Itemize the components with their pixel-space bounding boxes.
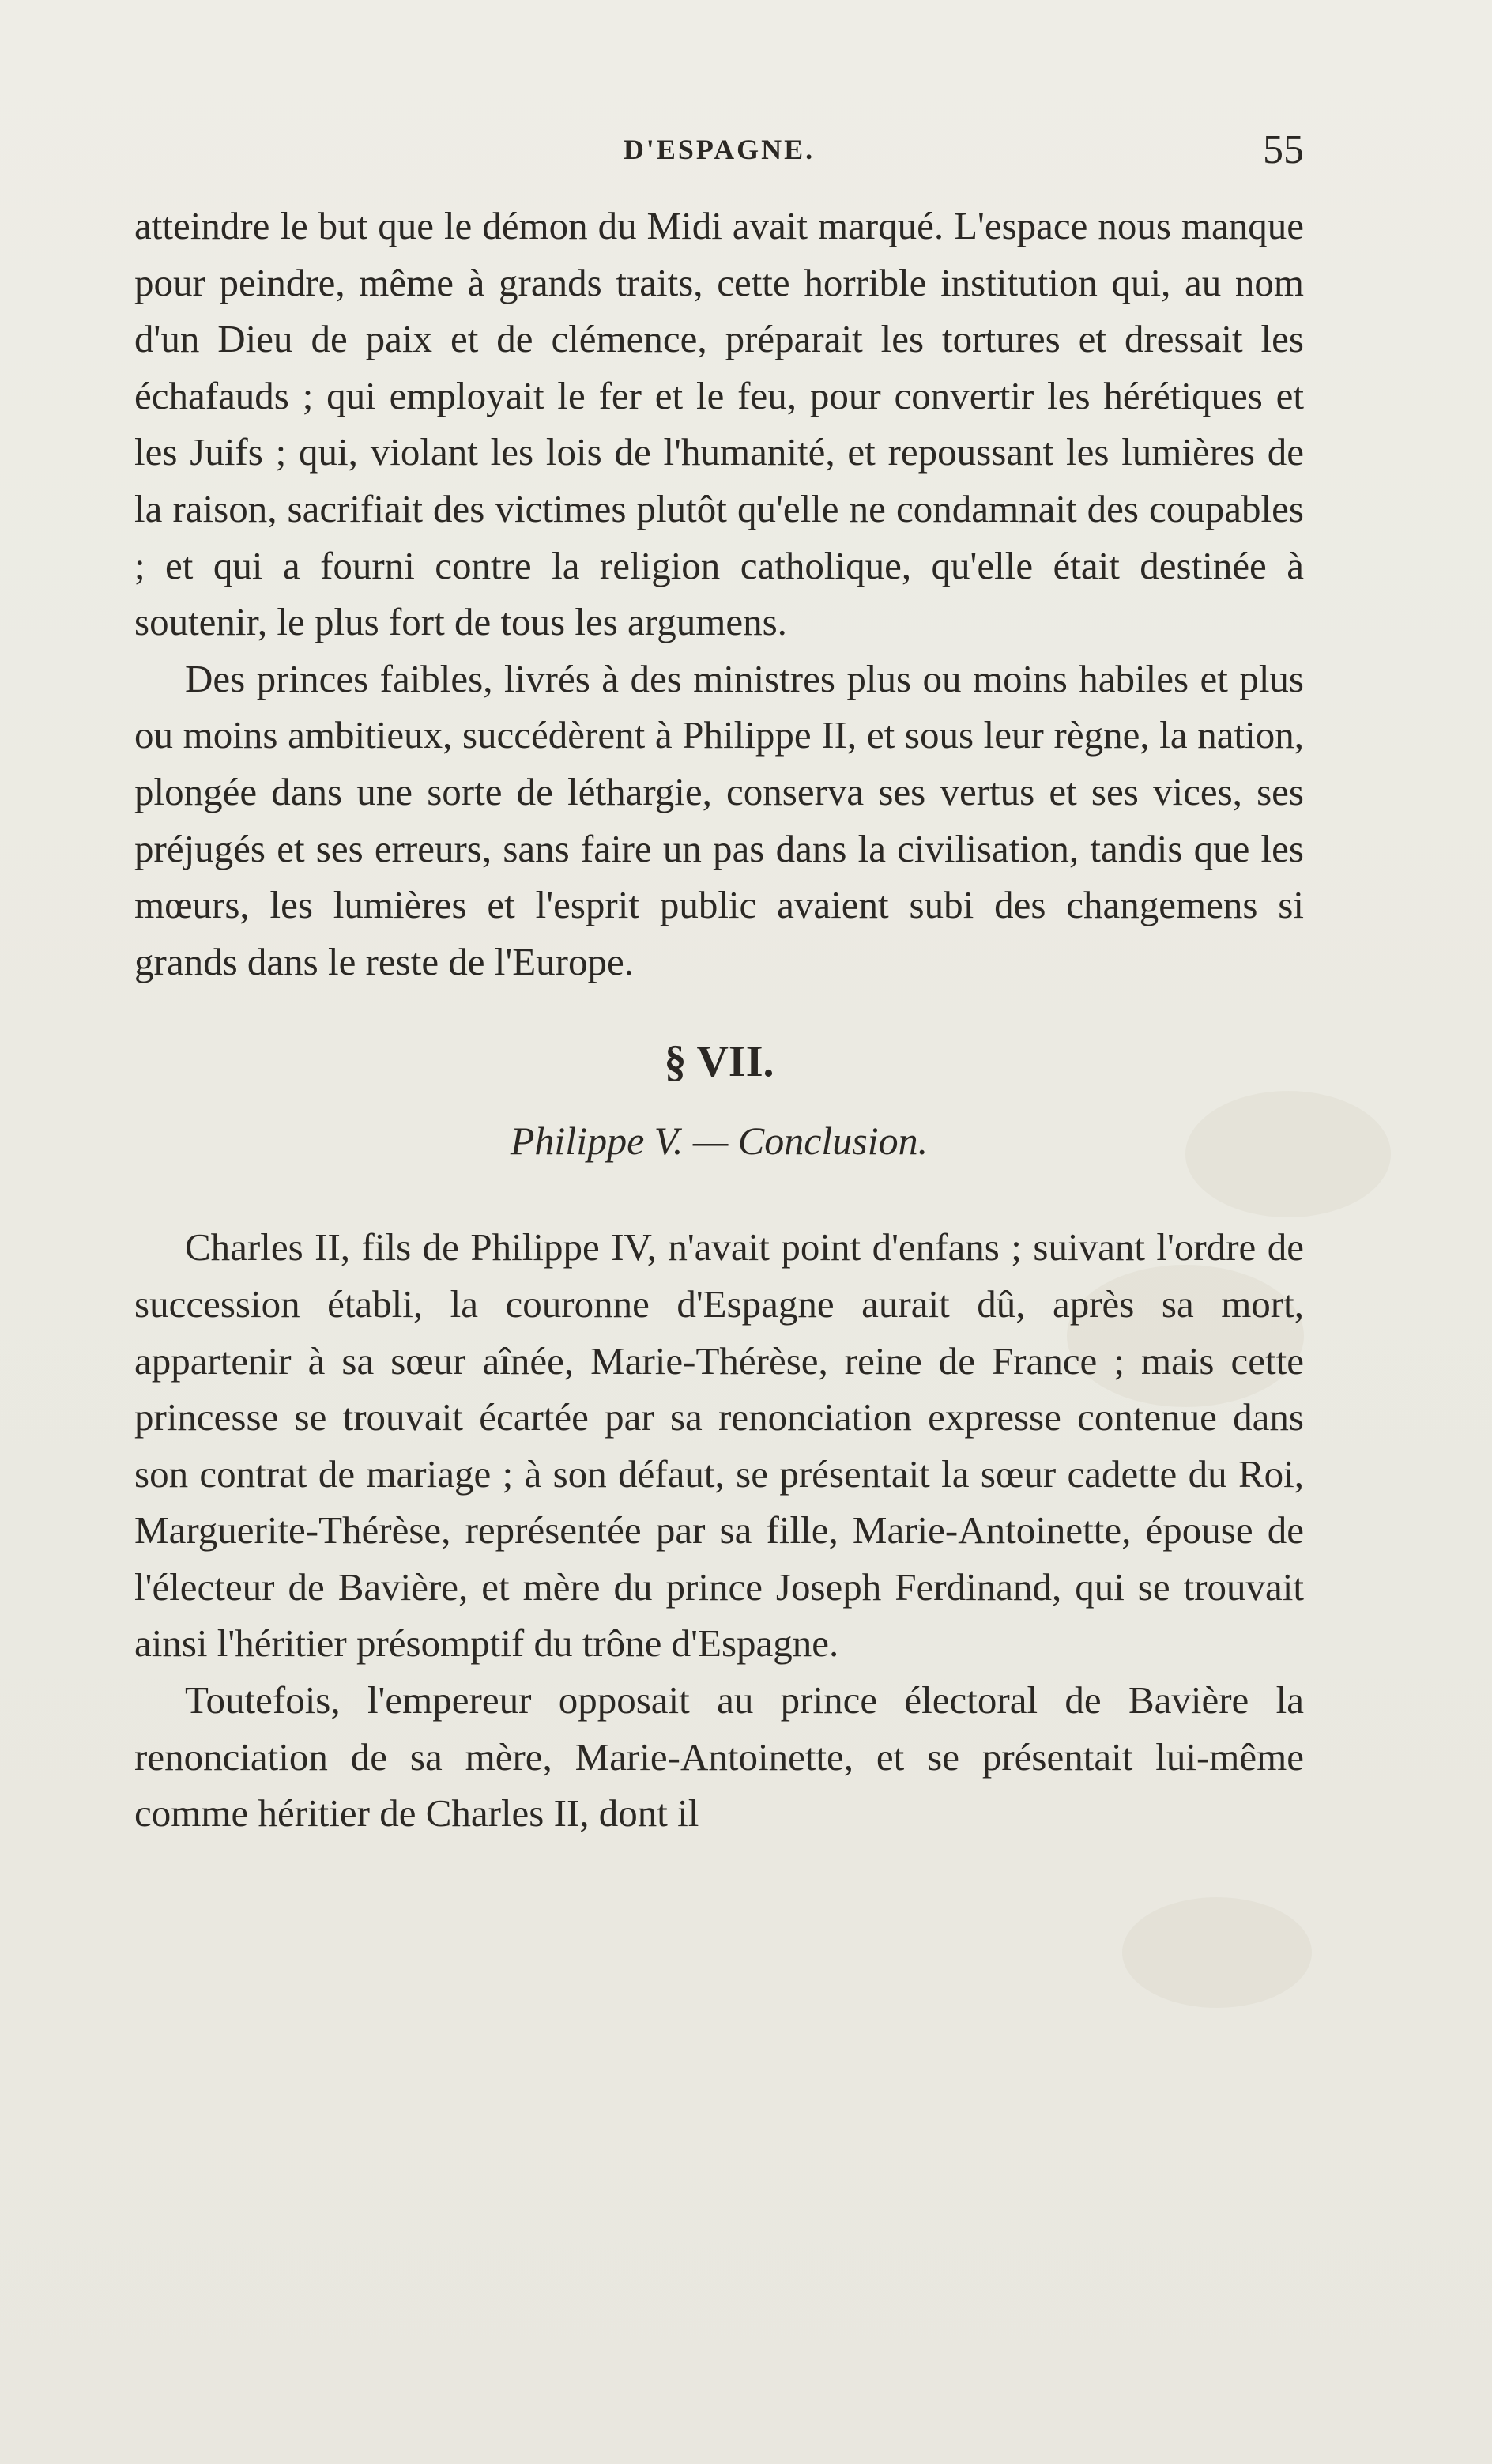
body-text — [134, 198, 1304, 1842]
paragraph: Charles II, fils de Philippe IV, n'avait point d'enfans ; suivant l'ordre de succession établi, la couronne d'Espagne aurait dû, après sa mort, appartenir à sa sœur aînée, Marie-Thérèse, reine de France ; mais cette princesse se trouvait écartée par sa renonciation expresse contenue dans son contrat de mariage ; à son défaut, se présentait la sœur cadette du Roi, Marguerite-Thérèse, représentée par sa fille, Marie-Antoinette, épouse de l'électeur de Bavière, et mère du prince Joseph Ferdinand, qui se trouvait ainsi l'héritier présomptif du trône d'Espagne. — [134, 1225, 1304, 1666]
page-number: 55 — [1263, 127, 1304, 172]
section-heading: § VII. — [664, 1037, 774, 1087]
paragraph: Des princes faibles, livrés à des ministres plus ou moins habiles et plus ou moins ambitieux, succédèrent à Philippe II, et sous leur règne, la nation, plongée dans une sorte de léthargie, conserva ses vertus et ses vices, ses préjugés et ses erreurs, sans faire un pas dans la civilisation, tandis que les mœurs, les lumières et l'esprit public avaient subi des changemens si grands dans le reste de l'Europe. — [134, 656, 1304, 983]
running-head: D'ESPAGNE. — [623, 134, 816, 165]
section-subtitle: Philippe V. — Conclusion. — [510, 1119, 929, 1164]
paragraph-continuation: atteindre le but que le démon du Midi avait marqué. L'espace nous manque pour peindre, même à grands traits, cette horrible institution qui, au nom d'un Dieu de paix et de clémence, préparait les tortures et dressait les échafauds ; qui employait le fer et le feu, pour convertir les hérétiques et les Juifs ; qui, violant les lois de l'humanité, et repoussant les lumières de la raison, sacrifiait des victimes plutôt qu'elle ne condamnait des coupables ; et qui a fourni contre la religion catholique, qu'elle était destinée à soutenir, le plus fort de tous les argumens. — [134, 204, 1304, 644]
paper-stain — [1122, 1897, 1312, 2008]
page-header — [134, 127, 1304, 180]
paragraph: Toutefois, l'empereur opposait au prince électoral de Bavière la renonciation de sa mère, Marie-Antoinette, et se présentait lui-même comme héritier de Charles II, dont il — [134, 1678, 1304, 1836]
